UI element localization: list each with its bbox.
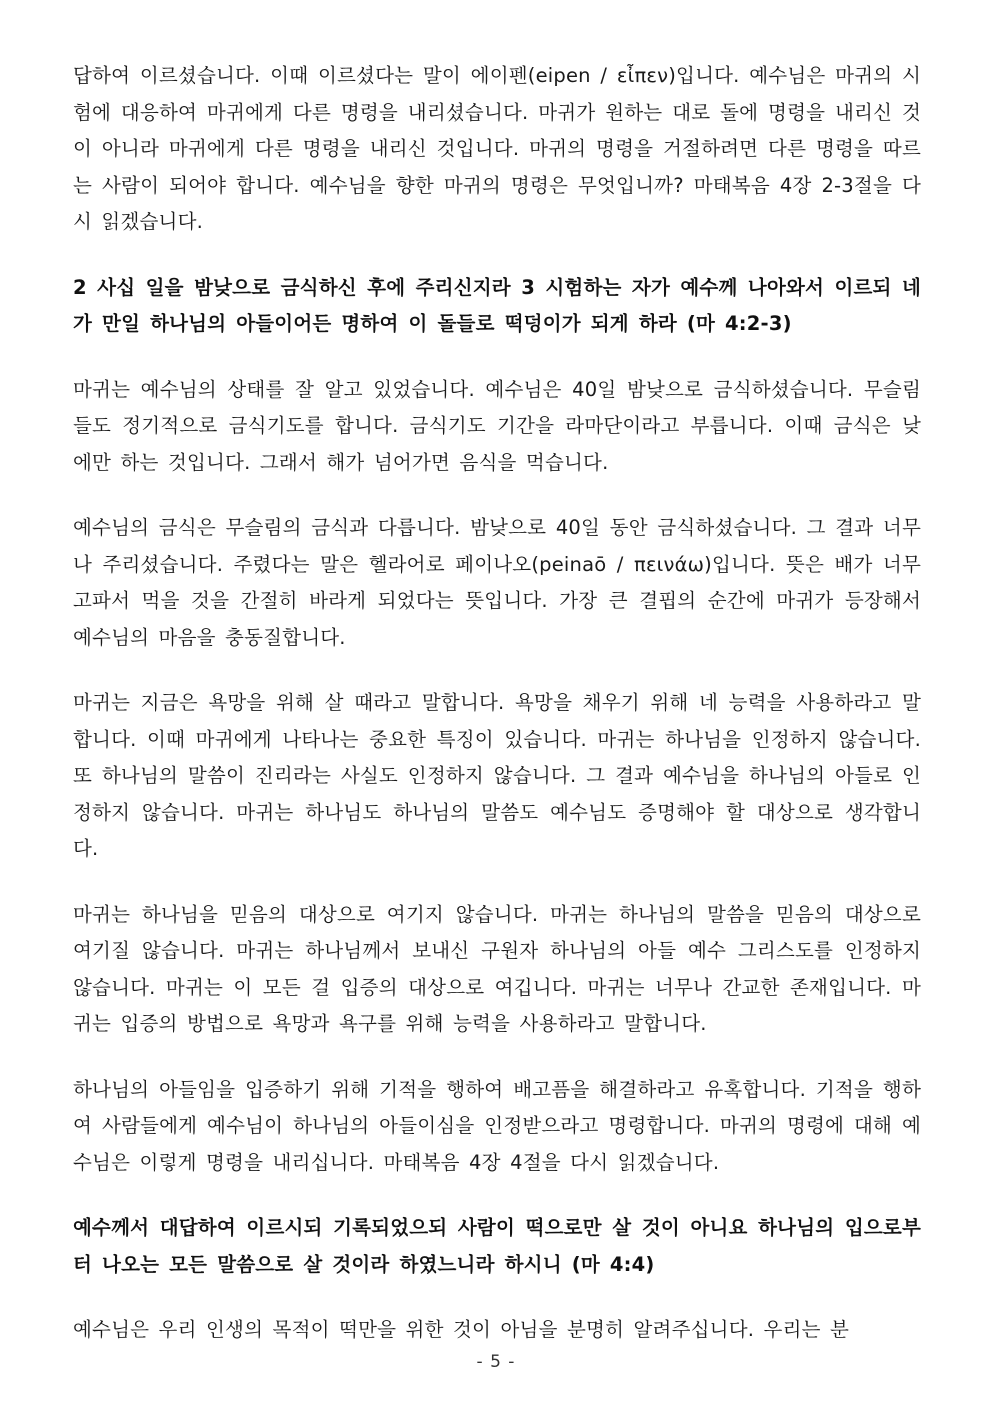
body-paragraph: 마귀는 지금은 욕망을 위해 살 때라고 말합니다. 욕망을 채우기 위해 네 능력을 사용하라고 말합니다. 이때 마귀에게 나타나는 중요한 특징이 있습니다. 마귀는 하나님을 인정하지 않습니다. 또 하나님의 말씀이 진리라는 사실도 인정하지 않습니다. 그 결과 예수님을 하나님의 아들로 인정하지 않습니다. 마귀는 하나님도 하나님의 말씀도 예수님도 증명해야 할 대상으로 생각합니다. [73, 691, 921, 860]
document-body [73, 58, 921, 1378]
body-paragraph: 예수님의 금식은 무슬림의 금식과 다릅니다. 밤낮으로 40일 동안 금식하셨습니다. 그 결과 너무나 주리셨습니다. 주렸다는 말은 헬라어로 페이나오(peinaō / πεινάω)입니다. 뜻은 배가 너무 고파서 먹을 것을 간절히 바라게 되었다는 뜻입니다. 가장 큰 결핍의 순간에 마귀가 등장해서 예수님의 마음을 충동질합니다. [73, 516, 921, 649]
body-paragraph: 예수님은 우리 인생의 목적이 떡만을 위한 것이 아님을 분명히 알려주십니다. 우리는 분 [73, 1318, 850, 1341]
body-paragraph: 답하여 이르셨습니다. 이때 이르셨다는 말이 에이펜(eipen / εἶπεν)입니다. 예수님은 마귀의 시험에 대응하여 마귀에게 다른 명령을 내리셨습니다. 마귀가 원하는 대로 돌에 명령을 내리신 것이 아니라 마귀에게 다른 명령을 내리신 것입니다. 마귀의 명령을 거절하려면 다른 명령을 따르는 사람이 되어야 합니다. 예수님을 향한 마귀의 명령은 무엇입니까? 마태복음 4장 2-3절을 다시 읽겠습니다. [73, 64, 921, 233]
page-number: - 5 - [476, 1352, 516, 1372]
scripture-verse: 예수께서 대답하여 이르시되 기록되었으되 사람이 떡으로만 살 것이 아니요 하나님의 입으로부터 나오는 모든 말씀으로 살 것이라 하였느니라 하시니 (마 4:4) [73, 1216, 921, 1276]
scripture-verse: 2 사십 일을 밤낮으로 금식하신 후에 주리신지라 3 시험하는 자가 예수께 나아와서 이르되 네가 만일 하나님의 아들이어든 명하여 이 돌들로 떡덩이가 되게 하라 (마 4:2-3) [73, 275, 921, 335]
body-paragraph: 마귀는 예수님의 상태를 잘 알고 있었습니다. 예수님은 40일 밤낮으로 금식하셨습니다. 무슬림들도 정기적으로 금식기도를 합니다. 금식기도 기간을 라마단이라고 부릅니다. 이때 금식은 낮에만 하는 것입니다. 그래서 해가 넘어가면 음식을 먹습니다. [73, 377, 921, 474]
body-paragraph: 하나님의 아들임을 입증하기 위해 기적을 행하여 배고픔을 해결하라고 유혹합니다. 기적을 행하여 사람들에게 예수님이 하나님의 아들이심을 인정받으라고 명령합니다. 마귀의 명령에 대해 예수님은 이렇게 명령을 내리십니다. 마태복음 4장 4절을 다시 읽겠습니다. [73, 1077, 921, 1174]
body-paragraph: 마귀는 하나님을 믿음의 대상으로 여기지 않습니다. 마귀는 하나님의 말씀을 믿음의 대상으로 여기질 않습니다. 마귀는 하나님께서 보내신 구원자 하나님의 아들 예수 그리스도를 인정하지 않습니다. 마귀는 이 모든 걸 입증의 대상으로 여깁니다. 마귀는 너무나 간교한 존재입니다. 마귀는 입증의 방법으로 욕망과 욕구를 위해 능력을 사용하라고 말합니다. [73, 902, 921, 1035]
